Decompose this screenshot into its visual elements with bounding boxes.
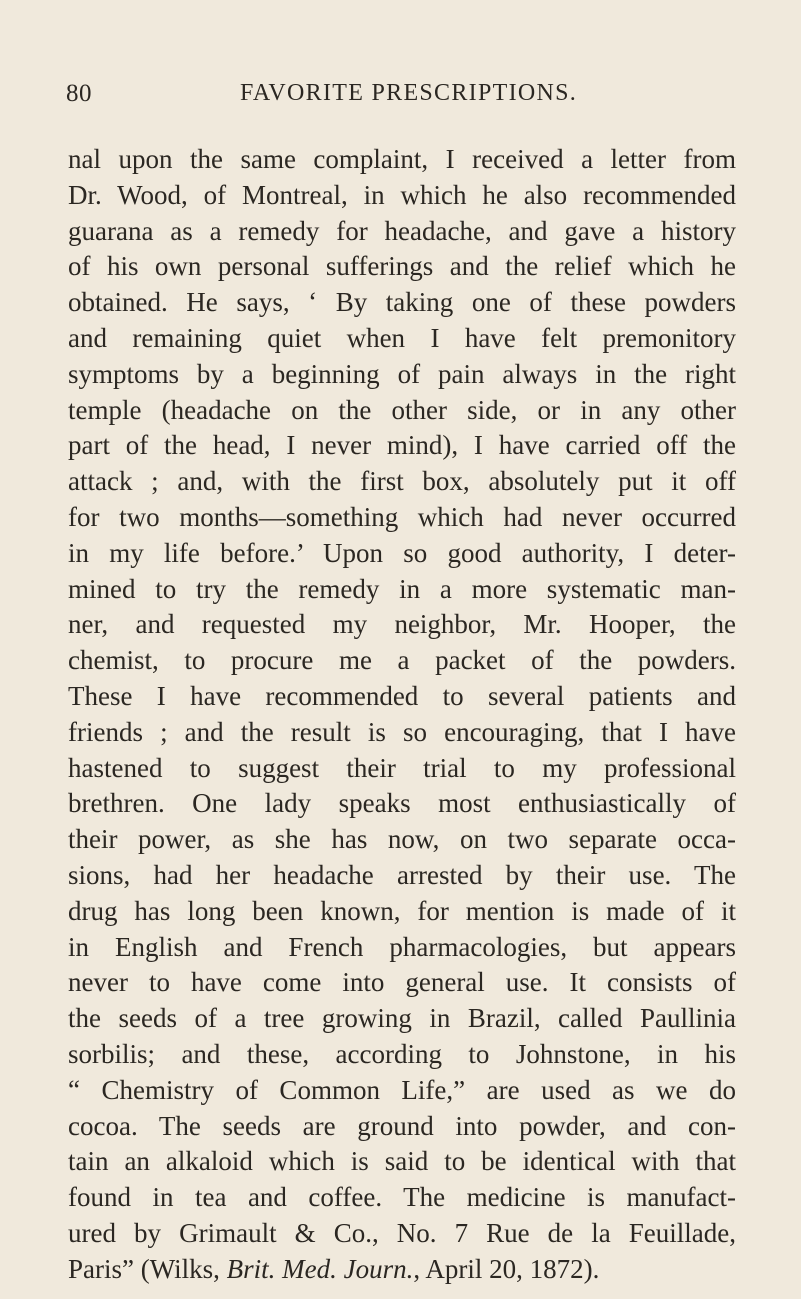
text-line: obtained. He says, ‘ By taking one of these powders xyxy=(68,287,736,318)
text-line: These I have recommended to several patients and xyxy=(68,680,736,711)
text-line: and remaining quiet when I have felt premonitory xyxy=(68,322,736,353)
text-line: sorbilis; and these, according to Johnstone, in his xyxy=(68,1038,736,1069)
text-line: drug has long been known, for mention is made of it xyxy=(68,895,736,926)
text-line: ner, and requested my neighbor, Mr. Hooper, the xyxy=(68,609,736,640)
text-line: symptoms by a beginning of pain always in the right xyxy=(68,358,736,389)
text-line: mined to try the remedy in a more systematic man- xyxy=(68,573,736,604)
running-title: FAVORITE PRESCRIPTIONS. xyxy=(240,80,578,106)
text-line: “ Chemistry of Common Life,” are used as we do xyxy=(68,1074,736,1105)
journal-title: Brit. Med. Journ. xyxy=(226,1253,414,1284)
text-line: attack ; and, with the first box, absolutely put it off xyxy=(68,466,736,497)
citation-line xyxy=(68,1252,736,1288)
text-line: part of the head, I never mind), I have carried off the xyxy=(68,430,736,461)
text-line: in English and French pharmacologies, but appears xyxy=(68,931,736,962)
text-line: nal upon the same complaint, I received a letter from xyxy=(68,144,736,174)
text-line: their power, as she has now, on two separate occa- xyxy=(68,824,736,855)
text-line: Dr. Wood, of Montreal, in which he also recommended xyxy=(68,179,736,210)
text-line: guarana as a remedy for headache, and gave a history xyxy=(68,215,736,246)
text-line: the seeds of a tree growing in Brazil, called Paullinia xyxy=(68,1003,736,1034)
text-line: temple (headache on the other side, or in any other xyxy=(68,394,736,425)
text-line: sions, had her headache arrested by their use. The xyxy=(68,859,736,890)
text-line: for two months—something which had never occurred xyxy=(68,501,736,532)
text-line: ured by Grimault & Co., No. 7 Rue de la Feuillade, xyxy=(68,1217,736,1248)
citation-prefix: Paris” (Wilks, xyxy=(68,1253,227,1284)
text-line: in my life before.’ Upon so good authority, I deter- xyxy=(68,537,736,568)
running-header xyxy=(66,80,736,114)
text-line: hastened to suggest their trial to my professional xyxy=(68,752,736,783)
page-number: 80 xyxy=(66,80,92,107)
text-line: of his own personal sufferings and the relief which he xyxy=(68,251,736,282)
text-line: chemist, to procure me a packet of the powders. xyxy=(68,645,736,676)
text-line: tain an alkaloid which is said to be identical with that xyxy=(68,1146,736,1177)
body-text xyxy=(68,142,736,1288)
text-line: friends ; and the result is so encouraging, that I have xyxy=(68,716,736,747)
text-line: brethren. One lady speaks most enthusiastically of xyxy=(68,788,736,819)
text-line: never to have come into general use. It consists of xyxy=(68,967,736,998)
text-line: cocoa. The seeds are ground into powder, and con- xyxy=(68,1110,736,1141)
text-line: found in tea and coffee. The medicine is manufact- xyxy=(68,1182,736,1213)
citation-date: , April 20, 1872). xyxy=(413,1253,600,1284)
